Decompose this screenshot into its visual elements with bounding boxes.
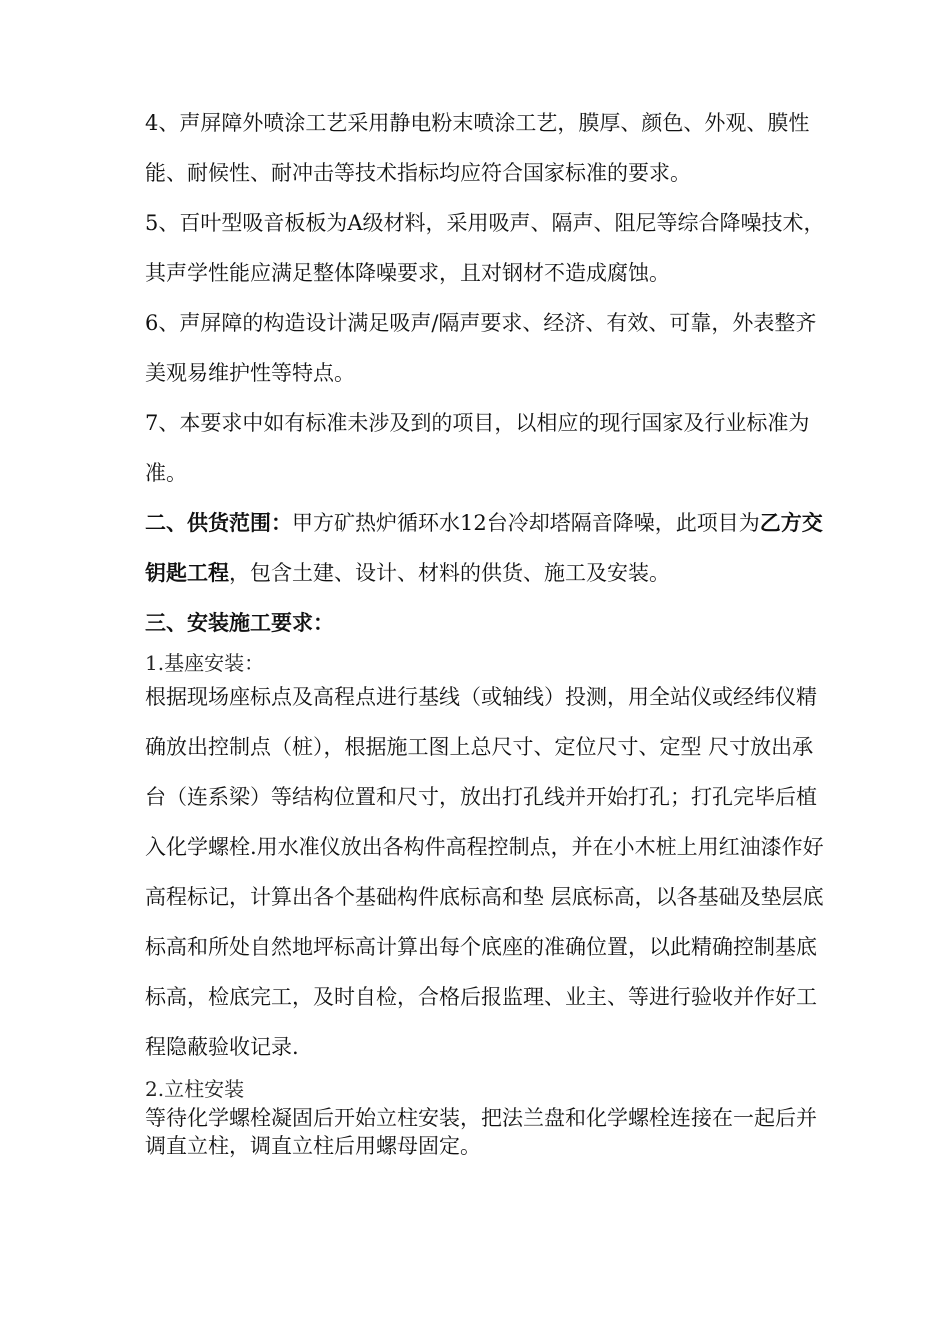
requirement-item-6: 6、声屏障的构造设计满足吸声/隔声要求、经济、有效、可靠，外表整齐美观易维护性等特点。 — [145, 311, 817, 385]
base-installation-body: 根据现场座标点及高程点进行基线（或轴线）投测，用全站仪或经纬仪精确放出控制点（桩），根据施工图上总尺寸、定位尺寸、定型 尺寸放出承台（连系梁）等结构位置和尺寸，放出打孔线并开始打孔；打孔完毕后植入化学螺栓.用水准仪放出各构件高程控制点，并在小木桩上用红油漆作好高程标记，计算出各个基础构件底标高和垫 层底标高，以各基础及垫层底标高和所处自然地坪标高计算出每个底座的准确位置，以此精确控制基底标高，检底完工，及时自检，合格后报监理、业主、等进行验收并作好工程隐蔽验收记录. — [145, 685, 824, 1059]
supply-scope-label: 二、供货范围： — [145, 510, 292, 535]
column-installation-title: 2.立柱安装 — [145, 1077, 245, 1101]
supply-scope-text-b: ，包含土建、设计、材料的供货、施工及安装。 — [229, 561, 670, 585]
document-body — [145, 98, 825, 1160]
installation-requirements-heading: 三、安装施工要求： — [145, 610, 334, 635]
requirement-item-4: 4、声屏障外喷涂工艺采用静电粉末喷涂工艺，膜厚、颜色、外观、膜性能、耐候性、耐冲击等技术指标均应符合国家标准的要求。 — [145, 111, 810, 185]
column-installation-body: 等待化学螺栓凝固后开始立柱安装，把法兰盘和化学螺栓连接在一起后并调直立柱，调直立柱后用螺母固定。 — [145, 1106, 817, 1158]
base-installation-title: 1.基座安装： — [145, 651, 265, 675]
supply-scope-text-a: 甲方矿热炉循环水12台冷却塔隔音降噪，此项目为 — [292, 511, 760, 535]
turnkey-project-emphasis: 乙方交钥匙工程 — [145, 510, 823, 585]
supply-scope-paragraph — [145, 498, 825, 598]
requirement-item-5: 5、百叶型吸音板板为A级材料，采用吸声、隔声、阻尼等综合降噪技术，其声学性能应满足整体降噪要求，且对钢材不造成腐蚀。 — [145, 211, 825, 285]
requirement-item-7: 7、本要求中如有标准未涉及到的项目，以相应的现行国家及行业标准为准。 — [145, 411, 810, 485]
